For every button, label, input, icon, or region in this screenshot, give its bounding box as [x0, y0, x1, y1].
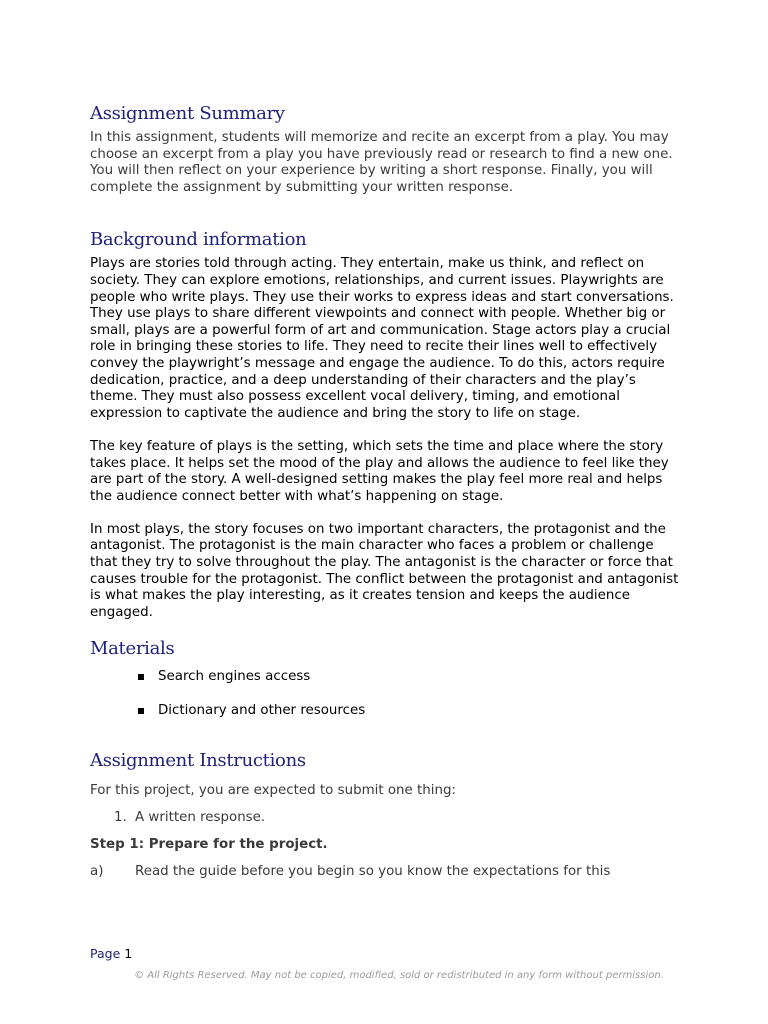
page-number [90, 946, 132, 961]
page-label: Page [90, 946, 121, 961]
list-item-text: A written response. [135, 809, 266, 825]
materials-item-label: Dictionary and other resources [158, 702, 366, 718]
square-bullet-icon [138, 674, 144, 680]
background-paragraph-1: Plays are stories told through acting. They entertain, make us think, and reflect on society. They can explore emotions, relationships, and current issues. Playwrights are people who write plays. They use their works to express ideas and start conversations. They use plays to share different viewpoints and connect with people. Whether big or small, plays are a powerful form of art and communication. Stage actors play a crucial role in bringing these stories to life. They need to recite their lines well to effectively convey the playwright’s message and engage the audience. To do this, actors require dedication, practice, and a deep understanding of their characters and the play’s theme. They must also possess excellent vocal delivery, timing, and emotional expression to captivate the audience and bring the story to life on stage. [90, 256, 674, 421]
step-1-heading: Step 1: Prepare for the project. [90, 837, 328, 853]
list-letter: a) [90, 864, 104, 879]
assignment-instructions-heading: Assignment Instructions [90, 750, 306, 772]
numbered-list-item [90, 810, 680, 827]
materials-heading: Materials [90, 638, 175, 660]
materials-list-item [136, 703, 680, 720]
document-page [90, 100, 680, 881]
assignment-summary-text: In this assignment, students will memorize and recite an excerpt from a play. You may choose an excerpt from a play you have previously read or research to find a new one. You will then reflect on your experience by writing a short response. Finally, you will complete the assignment by submitting your written response. [90, 130, 673, 195]
materials-list [90, 669, 680, 719]
background-paragraph-3: In most plays, the story focuses on two important characters, the protagonist and the antagonist. The protagonist is the main character who faces a problem or challenge that they try to solve throughout the play. The antagonist is the character or force that causes trouble for the protagonist. The conflict between the protagonist and antagonist is what makes the play interesting, as it creates tension and keeps the audience engaged. [90, 521, 679, 620]
copyright-footer: © All Rights Reserved. May not be copied, modified, sold or redistributed in any form without permission. [134, 970, 664, 981]
assignment-summary-heading: Assignment Summary [90, 103, 285, 124]
instructions-intro: For this project, you are expected to submit one thing: [90, 783, 456, 799]
square-bullet-icon [138, 708, 144, 714]
page-number-value: 1 [124, 946, 133, 961]
list-number: 1. [114, 809, 127, 825]
background-information-heading: Background information [90, 229, 307, 251]
list-item-text: Read the guide before you begin so you know the expectations for this [135, 864, 611, 879]
materials-item-label: Search engines access [158, 669, 311, 685]
background-paragraph-2: The key feature of plays is the setting, which sets the time and place where the story takes place. It helps set the mood of the play and allows the audience to feel like they are part of the story. A well-designed setting makes the play feel more real and helps the audience connect better with what’s happening on stage. [90, 438, 669, 504]
materials-list-item [136, 669, 680, 686]
lettered-list-item [90, 864, 680, 881]
